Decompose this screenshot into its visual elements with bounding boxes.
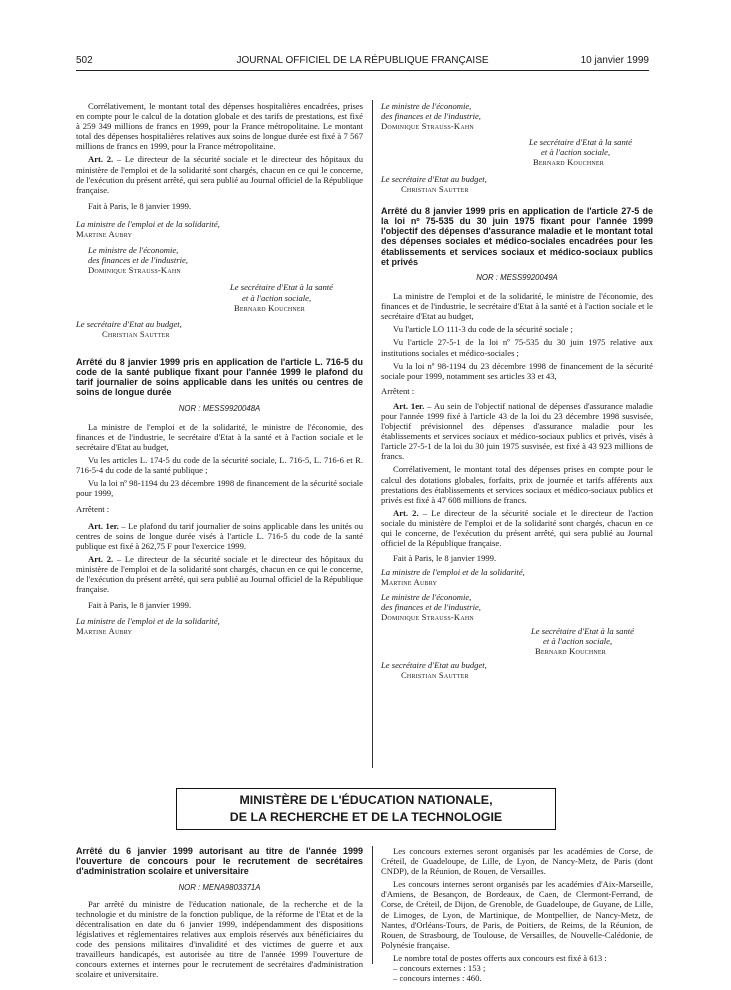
column-divider <box>372 100 373 768</box>
signatory-name: Dominique Strauss-Kahn <box>381 611 474 622</box>
signatory-title: et à l'action sociale, <box>543 635 613 646</box>
signatory-title: Le ministre de l'économie, <box>88 245 179 256</box>
signatory-title: Le secrétaire d'Etat à la santé <box>531 625 634 636</box>
bottom-right-column <box>381 846 653 986</box>
signatory-title: Le secrétaire d'Etat au budget, <box>381 173 487 184</box>
nor-reference: NOR : MESS9920049A <box>476 272 558 282</box>
signatory-title: Le secrétaire d'Etat au budget, <box>76 318 182 329</box>
journal-title: JOURNAL OFFICIEL DE LA RÉPUBLIQUE FRANÇAISE <box>236 55 489 66</box>
signatory-title: Le secrétaire d'Etat au budget, <box>381 660 487 671</box>
signatory-title: des finances et de l'industrie, <box>88 255 188 266</box>
signing-place-date: Fait à Paris, le 8 janvier 1999. <box>393 553 497 564</box>
signatory-name: Dominique Strauss-Kahn <box>88 265 181 276</box>
paragraph: Vu la loi nº 98-1194 du 23 décembre 1998 de financement de la sécurité sociale pour 1999, notamment ses articles 33 et 43, <box>381 360 653 381</box>
decree-heading: Arrêté du 8 janvier 1999 pris en application de l'article L. 716-5 du code de la santé publique fixant pour l'année 1999 le plafond du tarif journalier de soins applicable dans les unités ou centres de soins de longue durée <box>76 356 363 398</box>
decree-heading: Arrêté du 6 janvier 1999 autorisant au titre de l'année 1999 l'ouverture de concours pour le recrutement de secrétaires d'administration scolaire et universitaire <box>76 846 363 877</box>
signatory-title: et à l'action sociale, <box>242 292 312 303</box>
signatory-title: Le secrétaire d'Etat à la santé <box>529 137 632 148</box>
paragraph: Corrélativement, le montant total des dépenses prises en compte pour le calcul des dotations globales, forfaits, prix de journée et tarifs afférents aux prestations des établissements et services sociaux et médico-sociaux publics et privés est fixé à 47 608 millions de francs. <box>381 464 653 505</box>
signatory-name: Bernard Kouchner <box>533 157 604 168</box>
signatory-name: Bernard Kouchner <box>234 302 305 313</box>
signatory-title: Le secrétaire d'Etat à la santé <box>230 282 333 293</box>
article-paragraph: Art. 1er. – Le plafond du tarif journalier de soins applicable dans les unités ou centres de soins de longue durée visés à l'article L. 716-5 du code de la santé publique est fixé à 262,75 F pour l'exercice 1999. <box>76 520 363 551</box>
signatory-name: Christian Sautter <box>401 183 469 194</box>
paragraph: La ministre de l'emploi et de la solidarité, le ministre de l'économie, des finances et de l'industrie, le secrétaire d'Etat à la santé et à l'action sociale et le secrétaire d'Etat au budget, <box>76 421 363 452</box>
paragraph: Les concours internes seront organisés par les académies d'Aix-Marseille, d'Amiens, de Besançon, de Bordeaux, de Caen, de Clermont-Ferrand, de Corse, de Créteil, de Dijon, de Grenoble, de Guadeloupe, de Guyane, de Lille, de Limoges, de Lyon, de Martinique, de Montpellier, de Nancy-Metz, de Nantes, d'Orléans-Tours, de Paris, de Poitiers, de Reims, de la Réunion, de Rouen, de Strasbourg, de Toulouse, de Versailles, de Nouvelle-Calédonie, de Polynésie française. <box>381 879 653 950</box>
ministry-section-box <box>176 788 556 830</box>
decree-heading: Arrêté du 8 janvier 1999 pris en application de l'article 27-5 de la loi nº 75-535 du 30 juin 1975 fixant pour l'année 1999 l'objectif des dépenses d'assurance maladie et le montant total des dépenses sociales et médico-sociales encadrées pour les établissements et services sociaux et médico-sociaux publics et privés <box>381 205 653 267</box>
signatory-title: et à l'action sociale, <box>541 147 611 158</box>
running-header <box>76 55 649 69</box>
paragraph: Corrélativement, le montant total des dépenses hospitalières encadrées, prises en compte pour le calcul de la dotation globale et des tarifs de prestations, est fixé à 259 349 millions de francs en 1999, pour la France métropolitaine. Le montant total des dépenses hospitalières relatives aux soins de longue durée est fixé à 7 567 millions de francs en 1999, pour la France métropolitaine. <box>76 101 363 152</box>
header-rule <box>76 70 649 71</box>
paragraph: Par arrêté du ministre de l'éducation nationale, de la recherche et de la technologie et du ministre de la fonction publique, de la réforme de l'Etat et de la décentralisation en date du 6 janvier 1999, indépendamment des dispositions législatives et réglementaires relatives aux emplois réservés aux bénéficiaires du code des pensions militaires d'invalidité et des victimes de guerre et aux travailleurs handicapés, est autorisée au titre de l'année 1999 l'ouverture de concours externes et internes pour le recrutement de secrétaires d'administration scolaire et universitaire. <box>76 898 363 980</box>
paragraph: Vu l'article 27-5-1 de la loi nº 75-535 du 30 juin 1975 relative aux institutions sociales et médico-sociales ; <box>381 337 653 358</box>
paragraph: Vu la loi nº 98-1194 du 23 décembre 1998 de financement de la sécurité sociale pour 1999, <box>76 478 363 499</box>
signatory-title: La ministre de l'emploi et de la solidarité, <box>381 567 525 578</box>
ministry-title-line: DE LA RECHERCHE ET DE LA TECHNOLOGIE <box>229 810 503 824</box>
signing-place-date: Fait à Paris, le 8 janvier 1999. <box>88 600 192 611</box>
column-divider <box>372 846 373 964</box>
paragraph: Le nombre total de postes offerts aux concours est fixé à 613 : <box>393 952 607 963</box>
article-paragraph: Art. 1er. – Au sein de l'objectif national de dépenses d'assurance maladie pour l'année 1999 fixé à l'article 43 de la loi du 23 décembre 1998 susvisée, l'objectif prévisionnel des dépenses d'assurance maladie pour les établissements et services sociaux et médico-sociaux publics et privés, visés à l'article 27-5-1 de la loi du 30 juin 1975 susvisée, est fixé à 43 923 millions de francs. <box>381 400 654 462</box>
signatory-title: des finances et de l'industrie, <box>381 111 481 122</box>
signatory-name: Bernard Kouchner <box>535 645 606 656</box>
nor-reference: NOR : MESS9920048A <box>178 403 261 413</box>
signatory-title: Le ministre de l'économie, <box>381 101 472 111</box>
signatory-title: Le ministre de l'économie, <box>381 591 472 602</box>
signatory-name: Dominique Strauss-Kahn <box>381 121 474 132</box>
paragraph: Les concours externes seront organisés par les académies de Corse, de Créteil, de Guadeloupe, de Lille, de Lyon, de Nancy-Metz, de Paris (dont CNDP), de la Réunion, de Rouen, de Versailles. <box>381 846 653 877</box>
bottom-left-column <box>76 846 363 982</box>
article-paragraph: Art. 2. – Le directeur de la sécurité sociale et le directeur de l'action sociale du ministère de l'emploi et de la solidarité sont chargés, chacun en ce qui le concerne, de l'exécution du présent arrêté, qui sera publié au Journal officiel de la République française. <box>381 507 654 549</box>
arretent-label: Arrêtent : <box>76 504 110 515</box>
article-paragraph: Art. 2. – Le directeur de la sécurité sociale et le directeur des hôpitaux du ministère de l'emploi et de la solidarité sont chargés, chacun en ce qui le concerne, de l'exécution du présent arrêté, qui sera publié au Journal officiel de la République française. <box>76 154 363 195</box>
signatory-name: Martine Aubry <box>76 229 133 240</box>
signatory-name: Christian Sautter <box>401 670 469 681</box>
paragraph: La ministre de l'emploi et de la solidarité, le ministre de l'économie, des finances et de l'industrie, le secrétaire d'Etat à la santé et à l'action sociale et le secrétaire d'Etat au budget, <box>381 291 653 322</box>
article-paragraph: Art. 2. – Le directeur de la sécurité sociale et le directeur des hôpitaux du ministère de l'emploi et de la solidarité sont chargés, chacun en ce qui le concerne, de l'exécution du présent arrêté, qui sera publié au Journal officiel de la République française. <box>76 553 363 595</box>
paragraph: Vu l'article LO 111-3 du code de la sécurité sociale ; <box>393 324 573 335</box>
signatory-title: La ministre de l'emploi et de la solidarité, <box>76 616 220 627</box>
list-item: – concours internes : 460. <box>393 973 482 984</box>
signatory-title: La ministre de l'emploi et de la solidarité, <box>76 218 220 229</box>
signatory-name: Christian Sautter <box>102 328 170 339</box>
signatory-name: Martine Aubry <box>76 626 133 637</box>
signing-place-date: Fait à Paris, le 8 janvier 1999. <box>88 200 192 211</box>
left-column <box>76 101 363 639</box>
page-number: 502 <box>76 55 93 66</box>
arretent-label: Arrêtent : <box>381 385 415 396</box>
paragraph: Vu les articles L. 174-5 du code de la sécurité sociale, L. 716-5, L. 716-6 et R. 716-5-4 du code de la santé publique ; <box>76 455 363 476</box>
issue-date: 10 janvier 1999 <box>580 55 649 66</box>
right-column <box>381 101 653 680</box>
signatory-title: des finances et de l'industrie, <box>381 601 481 612</box>
signatory-name: Martine Aubry <box>381 577 438 588</box>
list-item: – concours externes : 153 ; <box>393 963 486 974</box>
nor-reference: NOR : MENA9803371A <box>178 882 261 892</box>
ministry-title-line: MINISTÈRE DE L'ÉDUCATION NATIONALE, <box>239 793 493 807</box>
